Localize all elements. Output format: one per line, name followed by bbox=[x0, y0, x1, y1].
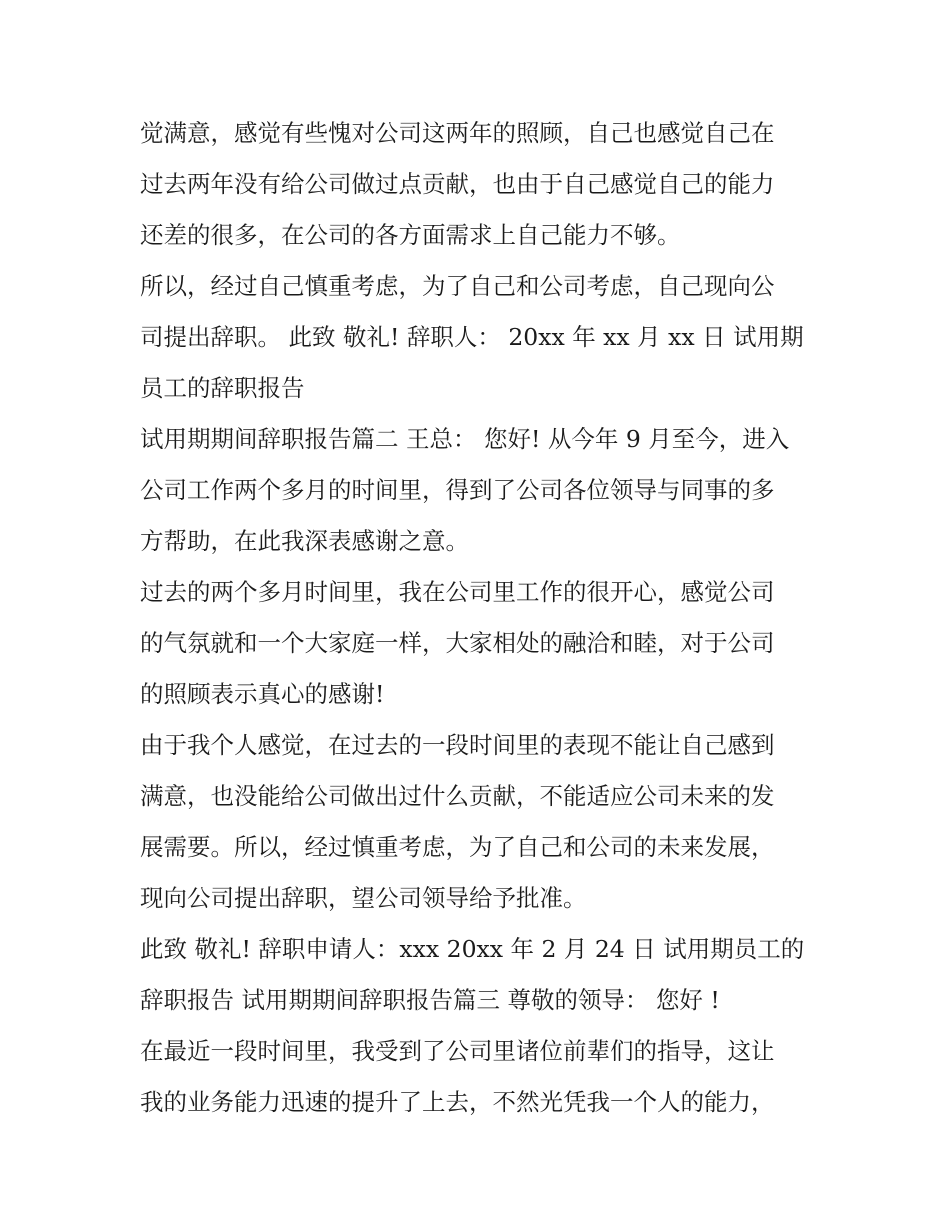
text-line: 公司工作两个多月的时间里，得到了公司各位领导与同事的多 bbox=[140, 476, 775, 504]
text-line: 所以，经过自己慎重考虑，为了自己和公司考虑，自己现向公 bbox=[140, 272, 775, 300]
text-line: 过去两年没有给公司做过点贡献，也由于自己感觉自己的能力 bbox=[140, 170, 775, 198]
text-line: 此致 敬礼! 辞职申请人：xxx 20xx 年 2 月 24 日 试用期员工的 bbox=[140, 935, 805, 963]
text-line: 员工的辞职报告 bbox=[140, 374, 305, 402]
text-line: 满意，也没能给公司做出过什么贡献，不能适应公司未来的发 bbox=[140, 782, 775, 810]
text-line: 的照顾表示真心的感谢! bbox=[140, 680, 385, 708]
text-line: 觉满意，感觉有些愧对公司这两年的照顾，自己也感觉自己在 bbox=[140, 119, 775, 147]
text-line: 辞职报告 试用期期间辞职报告篇三 尊敬的领导： 您好 ! bbox=[140, 986, 720, 1014]
text-line: 由于我个人感觉，在过去的一段时间里的表现不能让自己感到 bbox=[140, 731, 775, 759]
text-line: 过去的两个多月时间里，我在公司里工作的很开心，感觉公司 bbox=[140, 578, 775, 606]
text-line: 现向公司提出辞职，望公司领导给予批准。 bbox=[140, 884, 587, 912]
text-line: 在最近一段时间里，我受到了公司里诸位前辈们的指导，这让 bbox=[140, 1037, 775, 1065]
text-line: 的气氛就和一个大家庭一样，大家相处的融洽和睦，对于公司 bbox=[140, 629, 775, 657]
document-body bbox=[140, 108, 820, 1128]
text-line: 展需要。所以，经过慎重考虑，为了自己和公司的未来发展， bbox=[140, 833, 775, 861]
text-line: 还差的很多，在公司的各方面需求上自己能力不够。 bbox=[140, 221, 681, 249]
text-line: 我的业务能力迅速的提升了上去，不然光凭我一个人的能力， bbox=[140, 1088, 775, 1116]
text-line: 试用期期间辞职报告篇二 王总： 您好! 从今年 9 月至今，进入 bbox=[140, 425, 790, 453]
text-line: 司提出辞职。 此致 敬礼! 辞职人： 20xx 年 xx 月 xx 日 试用期 bbox=[140, 323, 804, 351]
text-line: 方帮助，在此我深表感谢之意。 bbox=[140, 527, 469, 555]
